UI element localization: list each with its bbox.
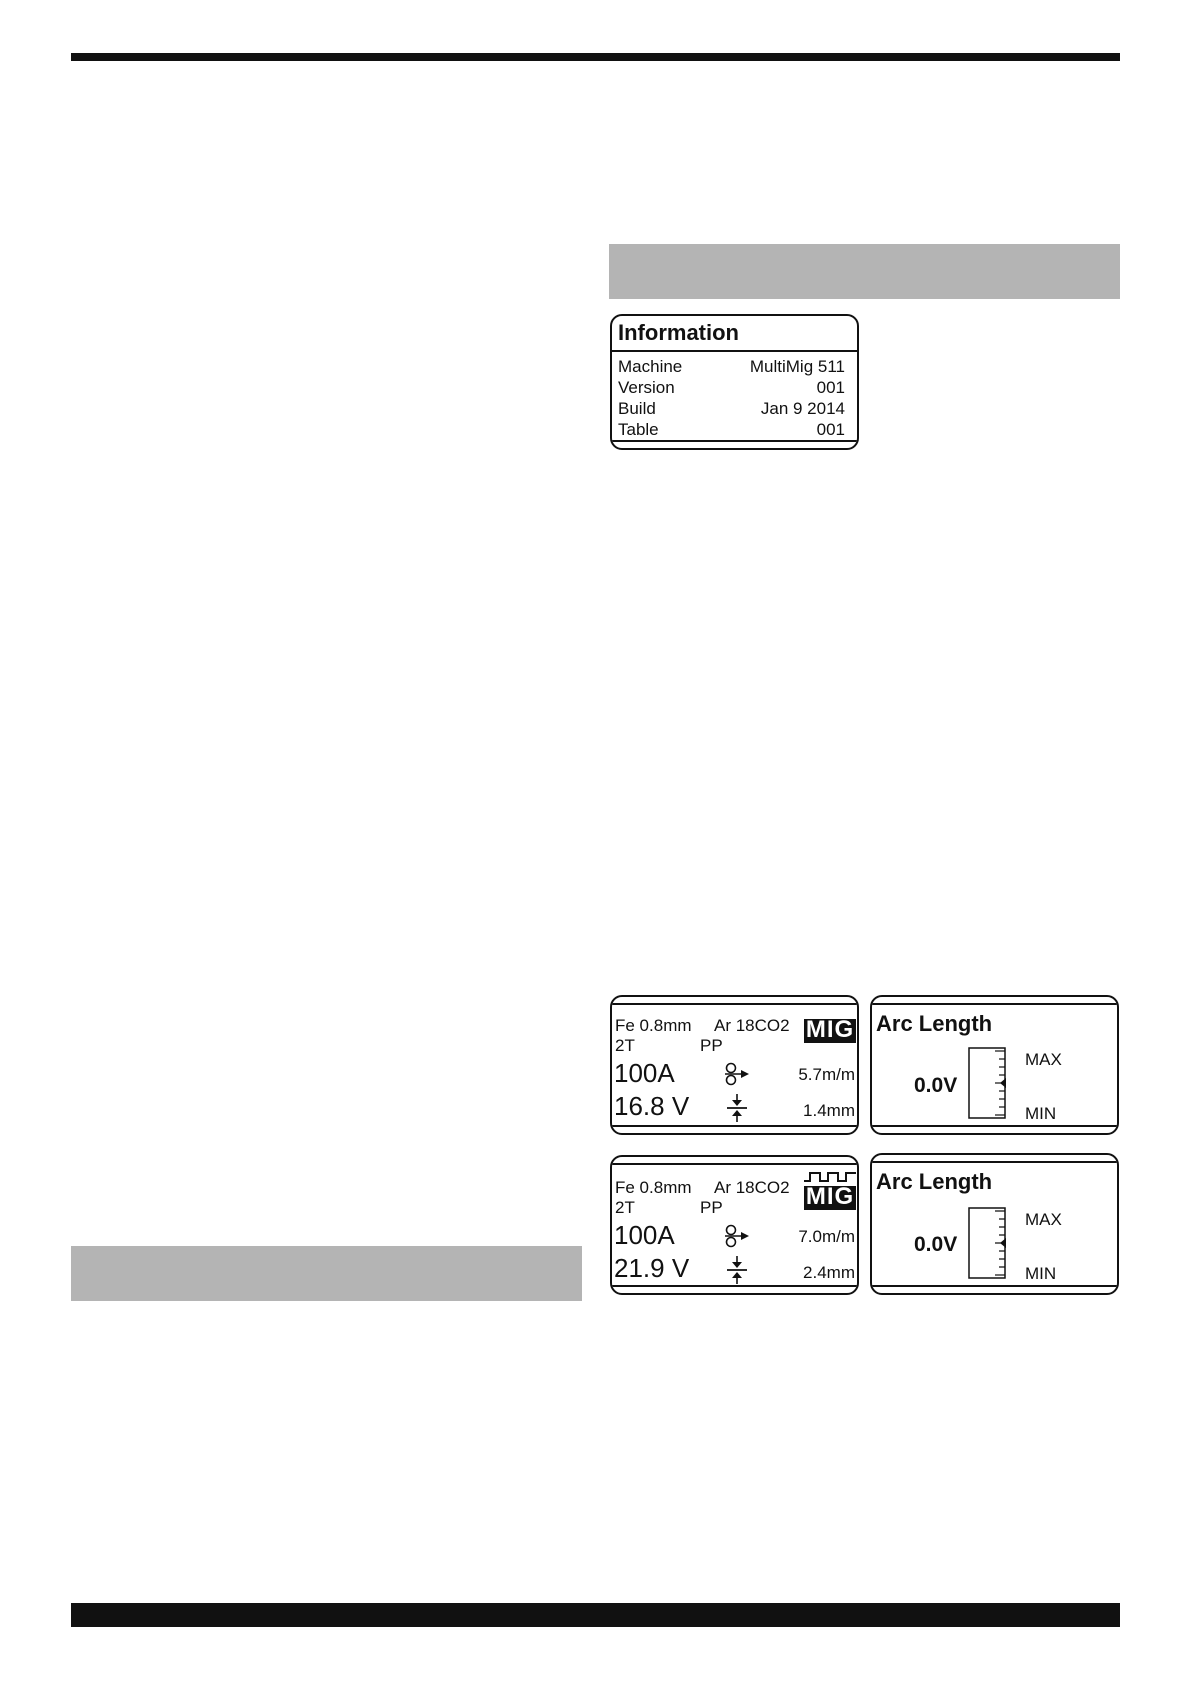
bottom-divider xyxy=(612,1285,857,1287)
trigger-mode: 2T xyxy=(615,1036,635,1055)
min-label: MIN xyxy=(1025,1104,1057,1123)
bottom-divider xyxy=(612,1125,857,1127)
mig-display-standard xyxy=(610,995,859,1135)
thickness-value: 2.4mm xyxy=(803,1263,855,1282)
arc-length-title: Arc Length xyxy=(876,1011,993,1036)
wire-speed-value: 5.7m/m xyxy=(798,1065,855,1084)
information-title: Information xyxy=(618,320,739,345)
material-label: Fe 0.8mm xyxy=(615,1016,692,1035)
current-value: 100A xyxy=(614,1058,675,1088)
mig-mode-badge: MIG xyxy=(805,1183,855,1210)
thickness-value: 1.4mm xyxy=(803,1101,855,1120)
bottom-divider xyxy=(612,440,857,442)
info-row xyxy=(618,419,845,440)
gas-label: Ar 18CO2 xyxy=(714,1016,790,1035)
voltage-value: 21.9 V xyxy=(614,1253,690,1283)
top-divider xyxy=(872,1161,1117,1163)
arc-length-display xyxy=(870,1153,1119,1295)
section-header-band-right xyxy=(609,244,1120,299)
min-label: MIN xyxy=(1025,1264,1057,1283)
voltage-value: 16.8 V xyxy=(614,1091,690,1121)
mig-display-pulsed xyxy=(610,1155,859,1295)
information-rows xyxy=(618,356,845,440)
info-row xyxy=(618,356,845,377)
info-value: 001 xyxy=(816,378,845,397)
material-label: Fe 0.8mm xyxy=(615,1178,692,1197)
info-row xyxy=(618,377,845,398)
wire-speed-value: 7.0m/m xyxy=(798,1227,855,1246)
info-label: Build xyxy=(618,399,656,418)
current-value: 100A xyxy=(614,1220,675,1250)
material-thickness-icon xyxy=(726,1094,748,1122)
title-divider xyxy=(612,350,857,352)
top-divider xyxy=(612,1003,857,1005)
bottom-divider xyxy=(872,1125,1117,1127)
top-divider xyxy=(872,1003,1117,1005)
info-value: 001 xyxy=(816,420,845,439)
information-screen xyxy=(610,314,859,450)
bottom-bar xyxy=(71,1603,1120,1627)
program-label: PP xyxy=(700,1198,723,1217)
pulse-waveform-icon xyxy=(804,1171,856,1183)
max-label: MAX xyxy=(1025,1210,1062,1229)
arc-length-scale-icon xyxy=(968,1207,1008,1281)
info-value: Jan 9 2014 xyxy=(760,399,845,418)
arc-length-value: 0.0V xyxy=(914,1233,958,1256)
wire-feed-icon xyxy=(724,1224,752,1250)
mig-mode-badge: MIG xyxy=(805,1016,855,1043)
arc-length-scale-icon xyxy=(968,1047,1008,1121)
info-row xyxy=(618,398,845,419)
section-header-band-left xyxy=(71,1246,582,1301)
wire-feed-icon xyxy=(724,1062,752,1088)
bottom-divider xyxy=(872,1285,1117,1287)
top-rule xyxy=(71,53,1120,61)
info-label: Version xyxy=(618,378,675,397)
program-label: PP xyxy=(700,1036,723,1055)
max-label: MAX xyxy=(1025,1050,1062,1069)
info-label: Table xyxy=(618,420,659,439)
arc-length-display xyxy=(870,995,1119,1135)
trigger-mode: 2T xyxy=(615,1198,635,1217)
gas-label: Ar 18CO2 xyxy=(714,1178,790,1197)
info-value: MultiMig 511 xyxy=(749,357,845,376)
top-divider xyxy=(612,1163,857,1165)
material-thickness-icon xyxy=(726,1256,748,1284)
arc-length-value: 0.0V xyxy=(914,1074,958,1097)
info-label: Machine xyxy=(618,357,683,376)
arc-length-title: Arc Length xyxy=(876,1169,993,1194)
